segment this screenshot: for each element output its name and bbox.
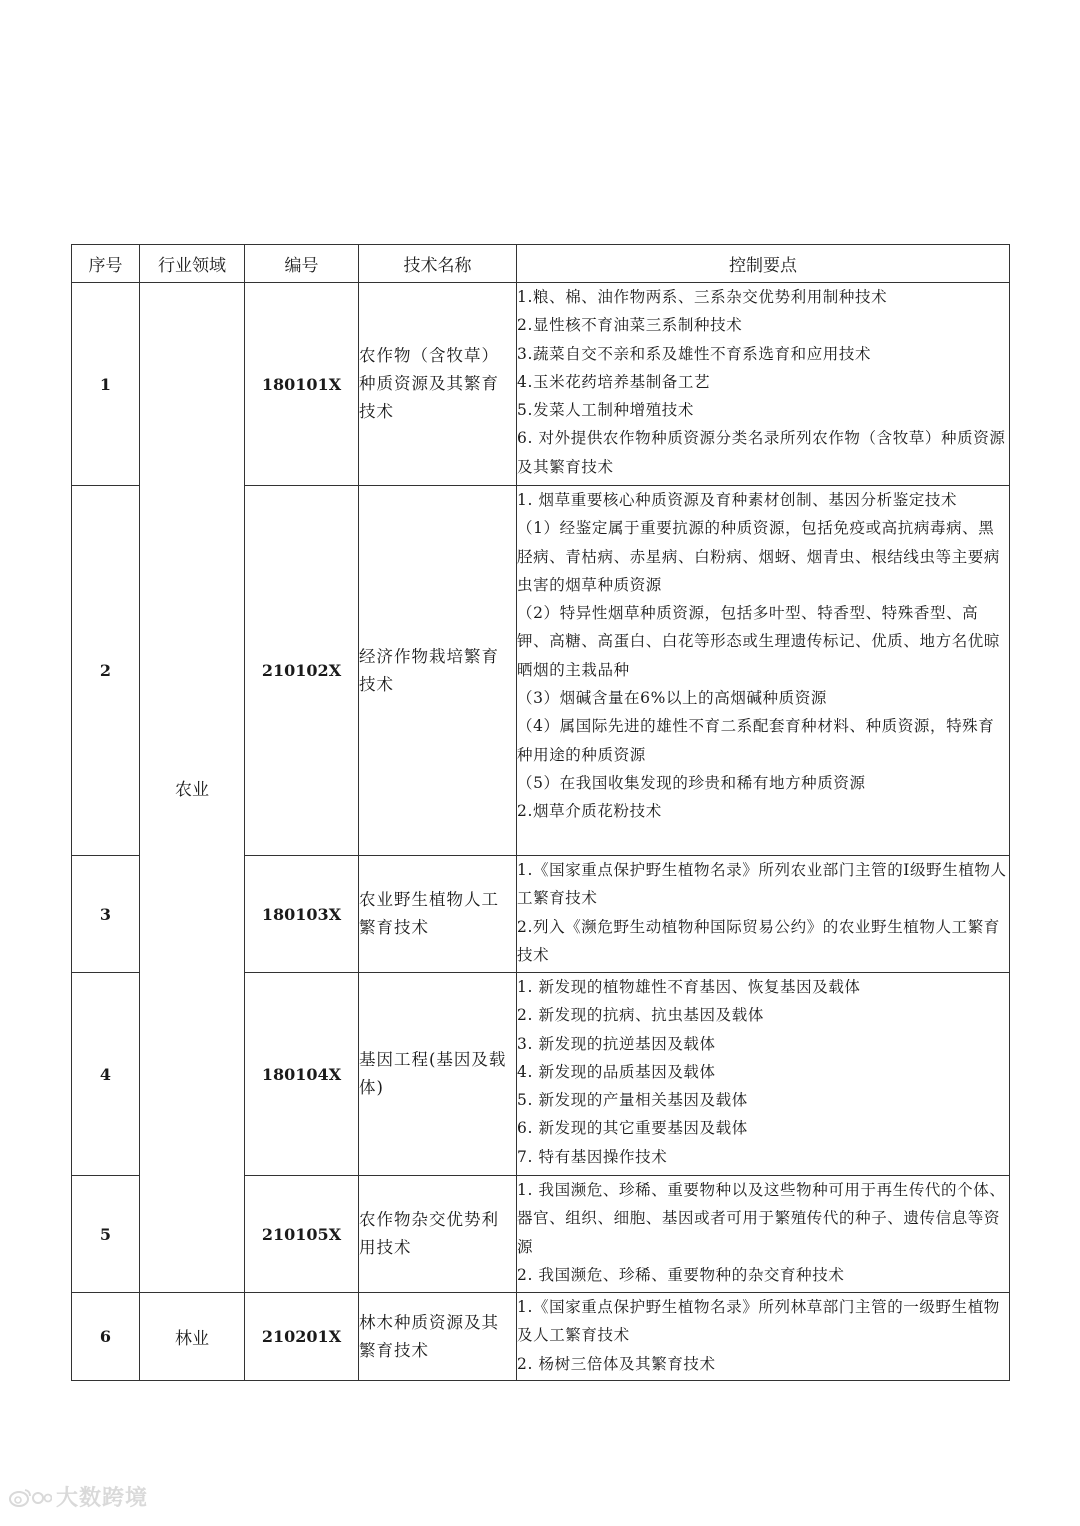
control-point: 3. 新发现的抗逆基因及载体: [517, 1034, 716, 1053]
control-point: 1.粮、棉、油作物两系、三系杂交优势利用制种技术: [517, 288, 888, 306]
header-name: 技术名称: [359, 245, 517, 283]
watermark-text: 大数跨境: [56, 1486, 149, 1511]
control-point: （3）烟碱含量在6%以上的高烟碱种质资源: [517, 689, 827, 708]
row-tech-name: 农业野生植物人工繁育技术: [359, 856, 517, 973]
control-point: （5）在我国收集发现的珍贵和稀有地方种质资源: [517, 773, 866, 792]
row-seq: 2: [72, 486, 140, 856]
control-point: 1. 新发现的植物雄性不育基因、恢复基因及载体: [517, 978, 861, 996]
table-row: [72, 1293, 1010, 1381]
watermark: [8, 1481, 148, 1512]
row-code: 180101X: [245, 283, 359, 486]
row-control-points: [517, 486, 1010, 856]
weibo-logo-icon: [8, 1486, 52, 1508]
row-code: 210102X: [245, 486, 359, 856]
control-point: （1）经鉴定属于重要抗源的种质资源，包括免疫或高抗病毒病、黑胫病、青枯病、赤星病、白粉病、烟蚜、烟青虫、根结线虫等主要病虫害的烟草种质资源: [517, 519, 1001, 594]
control-point: 3.蔬菜自交不亲和系及雄性不育系选育和应用技术: [517, 344, 872, 363]
header-code: 编号: [245, 245, 359, 283]
header-field: 行业领域: [140, 245, 245, 283]
control-point: 2.烟草介质花粉技术: [517, 802, 662, 821]
control-point: 5.发菜人工制种增殖技术: [517, 401, 694, 420]
control-point: 1. 烟草重要核心种质资源及育种素材创制、基因分析鉴定技术: [517, 491, 958, 509]
tech-control-table: [71, 244, 1010, 1381]
control-point: 7. 特有基因操作技术: [517, 1147, 668, 1166]
control-point: 1.《国家重点保护野生植物名录》所列农业部门主管的I级野生植物人工繁育技术: [517, 861, 1007, 908]
row-seq: 3: [72, 856, 140, 973]
row-control-points: [517, 1293, 1010, 1381]
control-point: （2）特异性烟草种质资源，包括多叶型、特香型、特殊香型、高钾、高糖、高蛋白、白花等形态或生理遗传标记、优质、地方名优晾晒烟的主栽品种: [517, 604, 1001, 679]
control-point: 5. 新发现的产量相关基因及载体: [517, 1091, 748, 1110]
table-header-row: [72, 245, 1010, 283]
control-point: （4）属国际先进的雄性不育二系配套育种材料、种质资源，特殊育种用途的种质资源: [517, 717, 995, 764]
control-point: 6. 对外提供农作物种质资源分类名录所列农作物（含牧草）种质资源及其繁育技术: [517, 429, 1006, 476]
row-tech-name: 农作物杂交优势利用技术: [359, 1176, 517, 1293]
row-seq: 6: [72, 1293, 140, 1381]
row-tech-name: 经济作物栽培繁育技术: [359, 486, 517, 856]
row-seq: 1: [72, 283, 140, 486]
row-code: 180103X: [245, 856, 359, 973]
row-tech-name: 农作物（含牧草）种质资源及其繁育技术: [359, 283, 517, 486]
control-point: 2.列入《濒危野生动植物种国际贸易公约》的农业野生植物人工繁育技术: [517, 917, 1000, 964]
control-point: 2. 杨树三倍体及其繁育技术: [517, 1354, 716, 1373]
row-tech-name: 林木种质资源及其繁育技术: [359, 1293, 517, 1381]
control-point: 1.《国家重点保护野生植物名录》所列林草部门主管的一级野生植物及人工繁育技术: [517, 1298, 1000, 1345]
row-control-points: [517, 1176, 1010, 1293]
row-seq: 5: [72, 1176, 140, 1293]
control-point: 4.玉米花药培养基制备工艺: [517, 372, 711, 391]
row-control-points: [517, 283, 1010, 486]
header-points: 控制要点: [517, 245, 1010, 283]
header-seq: 序号: [72, 245, 140, 283]
control-point: 6. 新发现的其它重要基因及载体: [517, 1119, 748, 1138]
table-row: [72, 283, 1010, 486]
row-code: 210201X: [245, 1293, 359, 1381]
field-agriculture: 农业: [140, 283, 245, 1293]
row-control-points: [517, 856, 1010, 973]
control-point: 2.显性核不育油菜三系制种技术: [517, 316, 743, 335]
row-seq: 4: [72, 973, 140, 1176]
row-control-points: [517, 973, 1010, 1176]
control-point: 2. 我国濒危、珍稀、重要物种的杂交育种技术: [517, 1265, 845, 1284]
field-forestry: 林业: [140, 1293, 245, 1381]
row-code: 180104X: [245, 973, 359, 1176]
control-point: 2. 新发现的抗病、抗虫基因及载体: [517, 1006, 764, 1025]
control-point: 4. 新发现的品质基因及载体: [517, 1062, 716, 1081]
row-code: 210105X: [245, 1176, 359, 1293]
control-point: 1. 我国濒危、珍稀、重要物种以及这些物种可用于再生传代的个体、器官、组织、细胞、基因或者可用于繁殖传代的种子、遗传信息等资源: [517, 1181, 1006, 1256]
row-tech-name: 基因工程(基因及载体): [359, 973, 517, 1176]
